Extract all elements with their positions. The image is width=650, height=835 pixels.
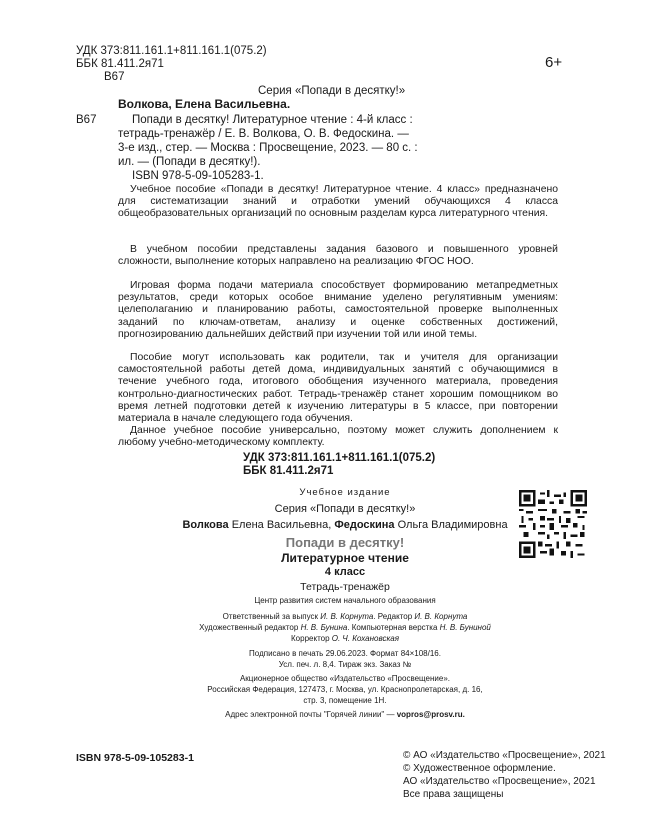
copyright-3: АО «Издательство «Просвещение», 2021 <box>403 776 596 787</box>
layout-label: . Компьютерная верстка <box>347 623 440 632</box>
annotation-paragraph-4: Пособие могут использовать как родители, так и учителя для организации самостоятельной работы детей дома, индивидуальных занятий с обучающимися в течение учебного года, итогового обобщения изученного материала, проведения контрольно-диагностических работ. Тетрадь-тренажёр станет хорошим помощником во время летней подготовки детей к изучению литературы в 5 классе, при повторении материала в начале следующего года обучения. <box>118 352 558 425</box>
bib-code: В67 <box>76 114 97 126</box>
print-line-1: Подписано в печать 29.06.2023. Формат 84×108/16. <box>249 649 441 658</box>
corr-label: Корректор <box>291 634 332 643</box>
imprint-title: Попади в десятку! <box>285 535 405 550</box>
layout-name: Н. В. Буниной <box>439 623 491 632</box>
series-line: Серия «Попади в десятку!» <box>258 85 406 97</box>
edition-type: Учебное издание <box>299 487 391 498</box>
bib-isbn: ISBN 978-5-09-105283-1. <box>132 170 264 182</box>
copyright-2: © Художественное оформление. <box>403 763 556 774</box>
author-heading: Волкова, Елена Васильевна. <box>118 97 291 111</box>
qr-code-icon <box>519 490 587 558</box>
bib-line-1: Попади в десятку! Литературное чтение : 4-й класс : <box>132 114 413 126</box>
age-rating: 6+ <box>545 54 563 71</box>
print-line-2: Усл. печ. л. 8,4. Тираж экз. Заказ № <box>278 660 412 669</box>
publisher-line-2: Российская Федерация, 127473, г. Москва, ул. Краснопролетарская, д. 16, <box>207 685 483 694</box>
resp1-name: И. В. Корнута <box>320 612 374 621</box>
bbk-top: ББК 81.411.2я71 <box>76 58 164 70</box>
author2-surname: Федоскина <box>334 519 395 531</box>
imprint-center: Центр развития систем начального образования <box>254 596 436 605</box>
email-address: vopros@prosv.ru. <box>396 710 465 719</box>
email-label: Адрес электронной почты "Горячей линии" — <box>225 710 397 719</box>
bib-line-2: тетрадь-тренажёр / Е. В. Волкова, О. В. Федоскина. — <box>118 128 409 140</box>
copyright-4: Все права защищены <box>403 789 504 800</box>
bbk-right: ББК 81.411.2я71 <box>243 465 334 477</box>
bottom-isbn: ISBN 978-5-09-105283-1 <box>76 752 194 764</box>
code-top: В67 <box>104 71 125 83</box>
imprint-type: Тетрадь-тренажёр <box>300 581 390 593</box>
udk-right: УДК 373:811.161.1+811.161.1(075.2) <box>243 452 436 464</box>
imprint-subject: Литературное чтение <box>281 551 409 565</box>
corr-name: О. Ч. Кохановская <box>331 634 399 643</box>
resp1-label: Ответственный за выпуск <box>222 612 321 621</box>
imprint-grade: 4 класс <box>324 566 366 578</box>
resp2-label: . Редактор <box>373 612 415 621</box>
resp2-name: И. В. Корнута <box>414 612 468 621</box>
bib-line-3: 3-е изд., стер. — Москва : Просвещение, 2023. — 80 с. : <box>118 142 418 154</box>
art-name: Н. В. Бунина <box>300 623 348 632</box>
author1-surname: Волкова <box>182 519 229 531</box>
art-label: Художественный редактор <box>199 623 301 632</box>
author1-name: Елена Васильевна, <box>228 519 335 531</box>
publisher-line-3: стр. 3, помещение 1Н. <box>303 696 387 705</box>
annotation-paragraph-3: Игровая форма подачи материала способствует формированию метапредметных результатов, среди которых особое внимание уделено регулятивным умениям: целеполаганию и планированию работы, самостоятельной проверке выполненных заданий по ключам-ответам, анализу и оценке собственных достижений, прогнозированию дальнейших действий при изучении той или иной темы. <box>118 280 558 340</box>
bib-line-4: ил. — (Попади в десятку!). <box>118 156 261 168</box>
annotation-paragraph-1: Учебное пособие «Попади в десятку! Литературное чтение. 4 класс» предназначено для систематизации знаний и отработки умений обучающихся 4 класса общеобразовательных организаций по основным разделам курса литературного чтения. <box>118 184 558 220</box>
copyright-1: © АО «Издательство «Просвещение», 2021 <box>403 750 606 761</box>
udk-top: УДК 373:811.161.1+811.161.1(075.2) <box>76 45 267 57</box>
annotation-paragraph-2: В учебном пособии представлены задания базового и повышенного уровней сложности, выполнение которых направлено на реализацию ФГОС НОО. <box>118 244 558 268</box>
publisher-line-1: Акционерное общество «Издательство «Просвещение». <box>239 674 451 683</box>
author2-name: Ольга Владимировна <box>394 519 508 531</box>
annotation-paragraph-5: Данное учебное пособие универсально, поэтому может служить дополнением к любому учебно-методическому комплекту. <box>118 425 558 449</box>
imprint-corrector <box>160 634 530 645</box>
imprint-art <box>160 623 530 634</box>
hotline-email <box>160 710 530 721</box>
imprint-responsible <box>160 612 530 623</box>
imprint-authors <box>160 519 530 531</box>
imprint-series: Серия «Попади в десятку!» <box>274 503 416 515</box>
